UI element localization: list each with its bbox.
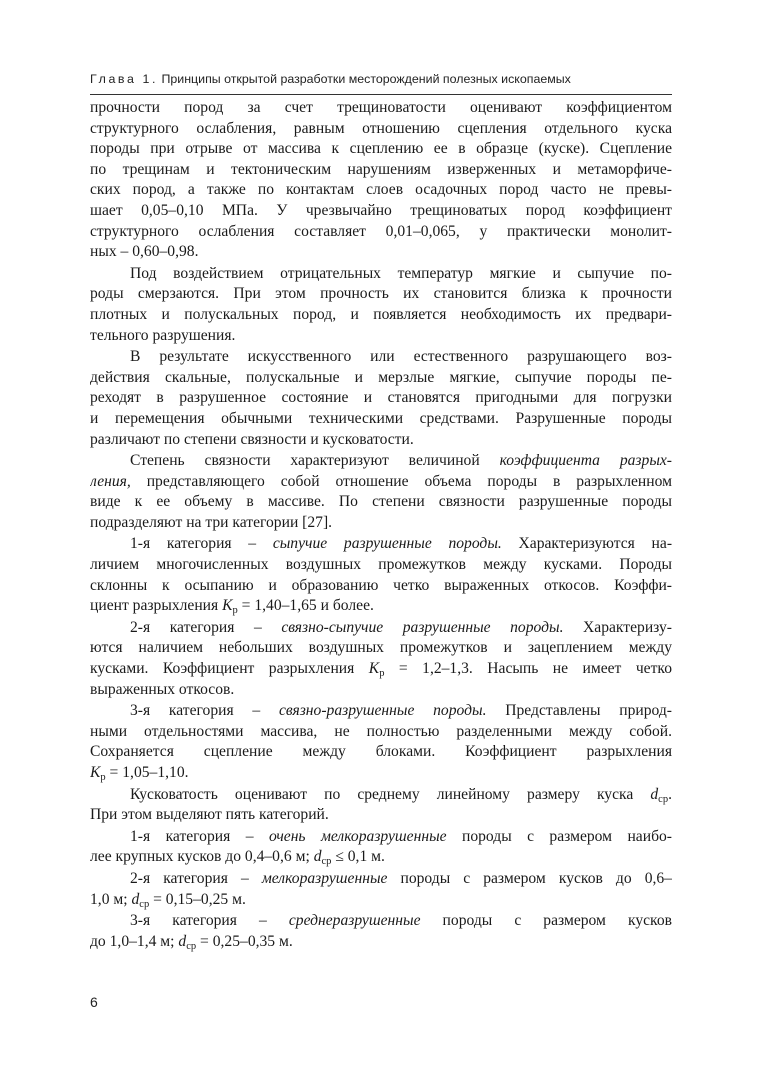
text-run: В результате искусственного или естественного разрушающего воз- [130, 348, 672, 366]
text-run: 3-я категория – [130, 912, 289, 930]
text-line [90, 368, 672, 389]
italic-text: ления, [90, 472, 131, 490]
text-run: Сохраняется сцепление между блоками. Коэффициент разрыхления [90, 743, 672, 761]
text-line [90, 513, 672, 534]
text-line [90, 618, 672, 639]
text-line [90, 160, 672, 181]
text-run: представляющего собой отношение объема породы в разрыхленном [130, 472, 672, 490]
text-run: кусками. Коэффициент разрыхления [90, 660, 369, 678]
subscript: ср [321, 856, 332, 868]
text-run: = 1,2–1,3. Насыпь не имеет четко [384, 660, 672, 678]
subscript: р [100, 772, 106, 783]
text-line [90, 388, 672, 409]
text-line [90, 555, 672, 576]
subscript: р [379, 668, 385, 680]
text-run: породы при отрыве от массива к сцеплению ее в образце (куске). Сцепление [90, 140, 672, 158]
header-rule [90, 94, 672, 95]
italic-text: K [90, 764, 101, 781]
text-line [90, 347, 672, 368]
text-run: шает 0,05–0,10 МПа. У чрезвычайно трещиноватых пород коэффициент [90, 201, 672, 219]
text-run: 1-я категория – [130, 827, 269, 845]
text-line [90, 701, 672, 722]
text-run: Степень связности характеризуют величиной [130, 452, 500, 470]
text-run: = 0,25–0,35 м. [196, 932, 293, 950]
text-run: . [668, 785, 672, 803]
text-line [90, 180, 672, 201]
text-run: структурного ослабления, равным отношению сцепления отдельного куска [90, 119, 672, 137]
text-run: лее крупных кусков до 0,4–0,6 м; [90, 848, 314, 866]
text-line [90, 451, 672, 472]
italic-text: d [178, 932, 187, 950]
italic-text: связно-сыпучие разрушенные породы. [281, 618, 564, 636]
text-line [90, 932, 672, 953]
text-line [90, 305, 672, 326]
italic-text: d [650, 785, 659, 803]
paragraph [90, 98, 672, 263]
text-run: породы с размером кусков [420, 912, 672, 930]
text-line [90, 430, 672, 451]
text-run: выраженных откосов. [90, 680, 235, 698]
text-run: личием многочисленных воздушных промежутков между кусками. Породы [90, 556, 672, 574]
text-line [90, 222, 672, 243]
text-run: виде к ее объему в массиве. По степени связности разрушенные породы [90, 493, 672, 511]
text-line [90, 201, 672, 222]
text-run: 1,0 м; [90, 890, 132, 908]
chapter-title: Принципы открытой разработки месторождений полезных ископаемых [161, 72, 571, 86]
subscript: ср [186, 940, 197, 952]
text-run: до 1,0–1,4 м; [90, 932, 179, 950]
text-run: ских пород, а также по контактам слоев осадочных пород часто не превы- [90, 181, 672, 199]
text-line [90, 264, 672, 285]
text-line [90, 326, 672, 347]
text-run: реходят в разрушенное состояние и становятся пригодными для погрузки [90, 389, 672, 407]
text-run: и перемещения обычными техническими средствами. Разрушенные породы [90, 409, 672, 427]
italic-text: K [222, 597, 233, 615]
text-line [90, 638, 672, 659]
paragraph-gap [90, 952, 672, 953]
text-line [90, 242, 672, 263]
text-run: роды смерзаются. При этом прочность их становится близка к прочности [90, 285, 672, 303]
text-line [90, 409, 672, 430]
text-run: Под воздействием отрицательных температур мягкие и сыпучие по- [130, 264, 672, 282]
text-line [90, 596, 672, 617]
text-line [90, 284, 672, 305]
text-line [90, 680, 672, 701]
text-line [90, 869, 672, 890]
running-header [90, 72, 672, 86]
paragraph [90, 785, 672, 826]
text-run: породы с размером наибо- [446, 827, 672, 845]
italic-text: d [131, 890, 140, 908]
text-line [90, 472, 672, 493]
text-run: прочности пород за счет трещиноватости оценивают коэффициентом [90, 99, 672, 116]
text-line [90, 492, 672, 513]
text-line [90, 890, 672, 911]
text-line [90, 139, 672, 160]
text-run: Характеризуются на- [501, 535, 672, 553]
text-line [90, 98, 672, 119]
text-run: плотных и полускальных пород, и появляется необходимость их предвари- [90, 305, 672, 323]
text-run: Кусковатость оценивают по среднему линейному размеру куска [130, 785, 651, 803]
paragraph [90, 451, 672, 533]
text-run: циент разрыхления [90, 597, 223, 615]
text-run: склонны к осыпанию и образованию четко выраженных откосов. Коэффи- [90, 576, 672, 594]
text-run: 2-я категория – [130, 869, 262, 887]
italic-text: среднеразрушенные [288, 912, 421, 930]
body-text [90, 98, 672, 953]
text-line [90, 805, 672, 826]
text-run: = 1,05–1,10. [105, 764, 189, 781]
text-line [90, 742, 672, 763]
text-run: Представлены природ- [486, 702, 672, 720]
text-run: = 0,15–0,25 м. [149, 890, 246, 908]
paragraph [90, 618, 672, 700]
paragraph [90, 911, 672, 952]
text-run: 2-я категория – [130, 618, 282, 636]
text-line [90, 763, 672, 784]
text-run: различают по степени связности и кусковатости. [90, 430, 414, 448]
subscript: ср [658, 793, 669, 805]
text-run: подразделяют на три категории [27]. [90, 513, 333, 531]
text-run: ≤ 0,1 м. [331, 848, 385, 866]
italic-text: мелкоразрушенные [261, 869, 388, 887]
italic-text: очень мелкоразрушенные [268, 827, 447, 845]
text-line [90, 911, 672, 932]
text-run: тельного разрушения. [90, 326, 236, 344]
page-number: 6 [90, 994, 98, 1010]
text-run: по трещинам и тектоническим нарушениям изверженных и метаморфиче- [90, 160, 672, 178]
text-line [90, 847, 672, 868]
text-run: действия скальные, полускальные и мерзлые мягкие, сыпучие породы пе- [90, 368, 672, 386]
text-run: При этом выделяют пять категорий. [90, 806, 329, 824]
subscript: р [232, 605, 238, 617]
text-run: Характеризу- [563, 618, 672, 636]
text-line [90, 827, 672, 848]
text-line [90, 119, 672, 140]
text-run: породы с размером кусков до 0,6– [387, 869, 672, 887]
text-run: ются наличием небольших воздушных промежутков и зацеплением между [90, 639, 672, 657]
text-run: 3-я категория – [130, 702, 279, 720]
paragraph [90, 534, 672, 616]
text-line [90, 576, 672, 597]
paragraph [90, 869, 672, 910]
italic-text: связно-разрушенные породы. [278, 702, 487, 720]
paragraph [90, 701, 672, 783]
text-run: структурного ослабления составляет 0,01–0,065, у практически монолит- [90, 222, 672, 240]
italic-text: коэффициента разрых- [499, 452, 672, 470]
text-line [90, 785, 672, 806]
italic-text: d [313, 848, 322, 866]
italic-text: K [368, 660, 380, 678]
text-line [90, 659, 672, 680]
italic-text: сыпучие разрушенные породы. [272, 535, 502, 553]
paragraph [90, 347, 672, 450]
subscript: ср [139, 898, 150, 910]
paragraph [90, 264, 672, 346]
text-line [90, 722, 672, 743]
chapter-label: Глава 1. [90, 72, 159, 86]
text-line [90, 534, 672, 555]
paragraph [90, 827, 672, 868]
text-run: 1-я категория – [130, 535, 273, 553]
text-run: = 1,40–1,65 и более. [237, 597, 374, 615]
text-run: ных – 0,60–0,98. [90, 243, 199, 261]
text-run: ными отдельностями массива, не полностью разделенными между собой. [90, 722, 672, 740]
